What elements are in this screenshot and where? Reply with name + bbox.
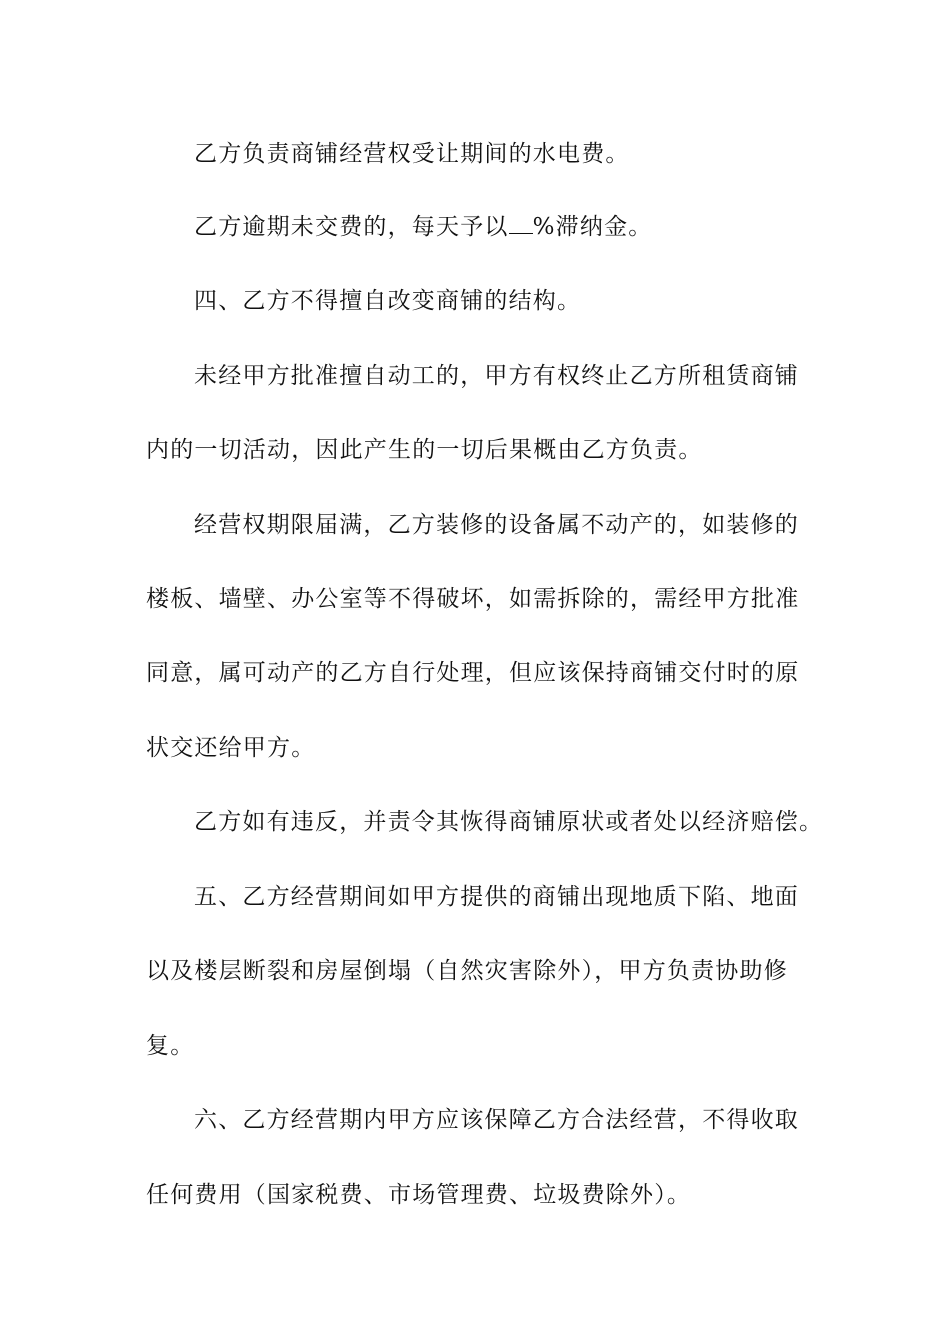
paragraph-line: 复。 xyxy=(146,1033,195,1059)
blank-field xyxy=(509,215,533,234)
section-heading: 六、乙方经营期内甲方应该保障乙方合法经营，不得收取 xyxy=(194,1107,799,1133)
paragraph-line: 状交还给甲方。 xyxy=(146,735,316,761)
paragraph-line: 同意，属可动产的乙方自行处理，但应该保持商铺交付时的原 xyxy=(146,660,800,686)
paragraph-line: 楼板、墙壁、办公室等不得破坏，如需拆除的，需经甲方批准 xyxy=(146,586,800,612)
text-segment: %滞纳金。 xyxy=(532,214,653,240)
paragraph-line: 经营权期限届满，乙方装修的设备属不动产的，如装修的 xyxy=(194,512,799,538)
paragraph-line: 任何费用（国家税费、市场管理费、垃圾费除外）。 xyxy=(146,1182,692,1208)
paragraph-line: 以及楼层断裂和房屋倒塌（自然灾害除外），甲方负责协助修 xyxy=(146,958,788,984)
paragraph-line: 内的一切活动，因此产生的一切后果概由乙方负责。 xyxy=(146,437,703,463)
paragraph-line: 乙方负责商铺经营权受让期间的水电费。 xyxy=(194,141,630,167)
section-heading: 四、乙方不得擅自改变商铺的结构。 xyxy=(194,288,582,314)
text-segment: 乙方逾期未交费的，每天予以 xyxy=(194,214,509,240)
section-heading: 五、乙方经营期间如甲方提供的商铺出现地质下陷、地面 xyxy=(194,884,799,910)
paragraph-line: 乙方如有违反，并责令其恢得商铺原状或者处以经济赔偿。 xyxy=(194,809,824,835)
paragraph-line: 未经甲方批准擅自动工的，甲方有权终止乙方所租赁商铺 xyxy=(194,363,799,389)
paragraph-line xyxy=(194,212,652,242)
